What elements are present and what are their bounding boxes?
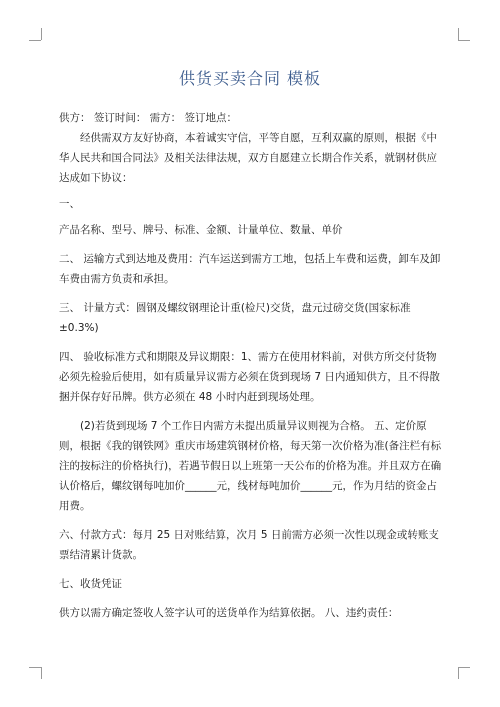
preamble-paragraph: 经供需双方友好协商，本着诚实守信，平等自愿，互利双赢的原则，根据《中华人民共和国合同法》及相关法律法规，双方自愿建立长期合作关系，就钢材供应达成如下协议： xyxy=(59,132,437,184)
crop-mark xyxy=(41,667,42,679)
document-title: 供货买卖合同 模板 xyxy=(178,69,322,88)
clause-six-paragraph: 六、付款方式：每月 25 日对账结算，次月 5 日前需方必须一次性以现金或转账支票结清累计货款。 xyxy=(59,529,439,561)
document-body xyxy=(59,108,447,623)
clause-two-paragraph: 二、 运输方式到达地及费用：汽车运送到需方工地，包括上车费和运费，卸车及卸车费由需方负责和承担。 xyxy=(59,253,441,285)
parties-line: 供方： 签订时间： 需方： 签订地点： xyxy=(59,112,238,124)
clause-four-five-paragraph: (2)若货到现场 7 个工作日内需方未提出质量异议则视为合格。 五、定价原则，根据《我的钢铁网》重庆市场建筑钢材价格，每天第一次价格为准(备注栏有标注的按标注的价格执行)，若遇节假日以上班第一天公布的价格为准。并且双方在确认价格后，螺纹钢每吨加价______元，线材每吨加价______元，作为月结的资金占用费。 xyxy=(59,420,442,512)
crop-mark xyxy=(458,667,459,679)
crop-mark xyxy=(458,28,459,40)
clause-seven-heading: 七、收货凭证 xyxy=(59,578,122,590)
crop-mark xyxy=(458,667,470,668)
clause-four-paragraph: 四、 验收标准方式和期限及异议期限：1、需方在使用材料前，对供方所交付货物必须先检验后使用，如有质量异议需方必须在货到现场 7 日内通知供方，且不得散捆并保存好吊牌。供方必须在 48 小时内赶到现场处理。 xyxy=(59,351,440,403)
crop-mark xyxy=(458,40,470,41)
crop-mark xyxy=(29,667,41,668)
clause-seven-eight-paragraph: 供方以需方确定签收人签字认可的送货单作为结算依据。 八、违约责任： xyxy=(59,607,399,619)
crop-mark xyxy=(41,28,42,40)
clause-one-heading: 一、 xyxy=(59,198,80,210)
product-fields-line: 产品名称、型号、牌号、标准、金额、计量单位、数量、单价 xyxy=(59,224,343,236)
crop-mark xyxy=(29,40,41,41)
clause-three-paragraph: 三、 计量方式：圆钢及螺纹钢理论计重(检尺)交货，盘元过磅交货(国家标准±0.3%) xyxy=(59,302,411,334)
